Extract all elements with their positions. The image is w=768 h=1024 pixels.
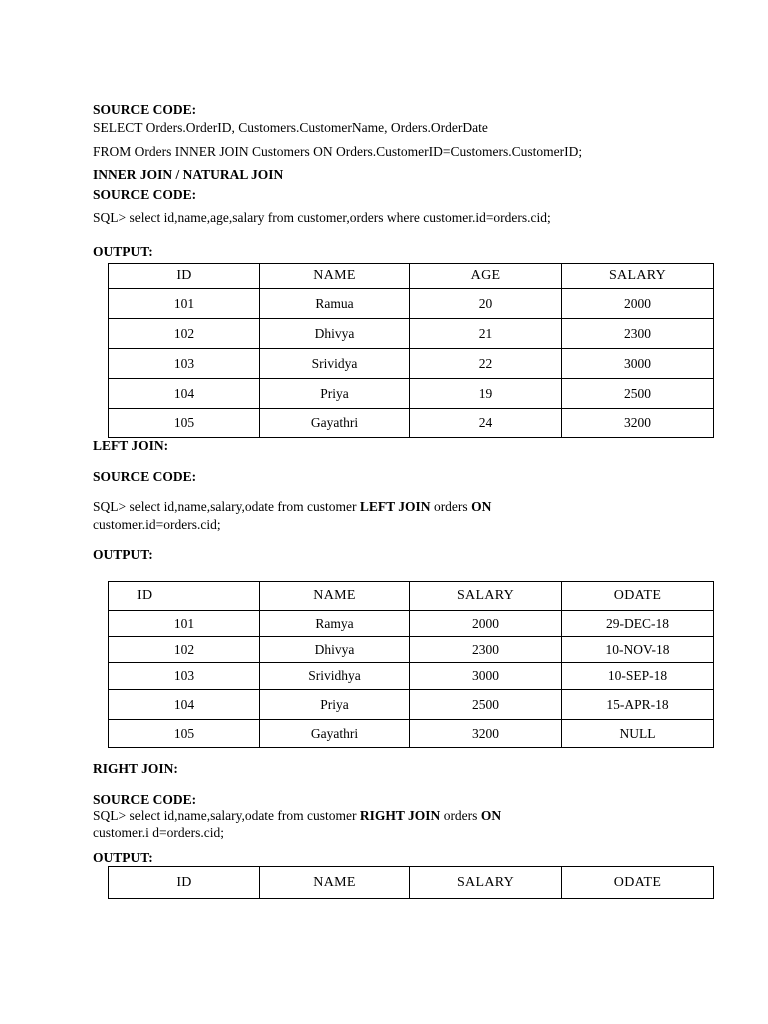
table-row [109, 379, 714, 409]
table-row [109, 690, 714, 720]
right-join-heading: RIGHT JOIN: [93, 761, 178, 776]
table-cell: 24 [410, 409, 562, 438]
column-header: NAME [260, 264, 410, 289]
table-cell: 15-APR-18 [562, 690, 714, 720]
column-header: NAME [260, 867, 410, 899]
table-cell: 3200 [410, 720, 562, 748]
table-cell: 105 [109, 720, 260, 748]
sql-keyword: LEFT JOIN [359, 499, 431, 514]
table-cell: 2300 [562, 319, 714, 349]
table-cell: 2000 [562, 289, 714, 319]
table-cell: 22 [410, 349, 562, 379]
column-header: AGE [410, 264, 562, 289]
table-row [109, 637, 714, 663]
table-cell: 103 [109, 349, 260, 379]
right-source-code-heading: SOURCE CODE: [93, 792, 197, 807]
right-join-sql [93, 808, 501, 824]
sql-select-line: SELECT Orders.OrderID, Customers.CustomerName, Orders.OrderDate [93, 120, 488, 135]
table-cell: 29-DEC-18 [562, 611, 714, 637]
table-row [109, 611, 714, 637]
column-header: SALARY [562, 264, 714, 289]
column-header: SALARY [410, 582, 562, 611]
table-row [109, 349, 714, 379]
table-cell: 2300 [410, 637, 562, 663]
table-row [109, 319, 714, 349]
table-cell: Ramua [260, 289, 410, 319]
table-cell: 3200 [562, 409, 714, 438]
inner-join-heading: INNER JOIN / NATURAL JOIN [93, 167, 284, 182]
table-cell: 103 [109, 663, 260, 690]
column-header: ID [109, 867, 260, 899]
column-header: ODATE [562, 867, 714, 899]
left-output-heading: OUTPUT: [93, 547, 153, 562]
table-row [109, 289, 714, 319]
table-row [109, 663, 714, 690]
right-join-sql-line2: customer.i d=orders.cid; [93, 825, 224, 840]
table-cell: Gayathri [260, 720, 410, 748]
table-cell: Dhivya [260, 637, 410, 663]
source-code-heading: SOURCE CODE: [93, 102, 197, 117]
column-header: SALARY [410, 867, 562, 899]
table-cell: 102 [109, 319, 260, 349]
table-cell: 104 [109, 690, 260, 720]
table-cell: 2500 [410, 690, 562, 720]
inner-join-output-table [108, 263, 714, 438]
column-header: ODATE [562, 582, 714, 611]
table-cell: 101 [109, 289, 260, 319]
sql-text: orders [440, 808, 481, 823]
table-header-row [109, 264, 714, 289]
left-join-output-table [108, 581, 714, 748]
table-row [109, 409, 714, 438]
table-cell: 2500 [562, 379, 714, 409]
inner-join-sql: SQL> select id,name,age,salary from customer,orders where customer.id=orders.cid; [93, 210, 551, 225]
table-row [109, 720, 714, 748]
table-cell: Srividya [260, 349, 410, 379]
sql-keyword: ON [480, 808, 502, 823]
inner-output-heading: OUTPUT: [93, 244, 153, 259]
table-cell: 2000 [410, 611, 562, 637]
table-cell: 10-SEP-18 [562, 663, 714, 690]
right-output-heading: OUTPUT: [93, 850, 153, 865]
table-cell: 10-NOV-18 [562, 637, 714, 663]
table-cell: 21 [410, 319, 562, 349]
table-cell: Priya [260, 379, 410, 409]
sql-text: orders [430, 499, 472, 514]
table-cell: Srividhya [260, 663, 410, 690]
table-cell: 105 [109, 409, 260, 438]
table-cell: 102 [109, 637, 260, 663]
sql-from-line: FROM Orders INNER JOIN Customers ON Orders.CustomerID=Customers.CustomerID; [93, 144, 583, 159]
left-source-code-heading: SOURCE CODE: [93, 469, 197, 484]
table-cell: Gayathri [260, 409, 410, 438]
column-header: ID [109, 264, 260, 289]
sql-keyword: ON [471, 499, 492, 514]
table-header-row [109, 582, 714, 611]
table-cell: 3000 [562, 349, 714, 379]
table-cell: 101 [109, 611, 260, 637]
table-cell: Priya [260, 690, 410, 720]
left-join-heading: LEFT JOIN: [93, 438, 169, 453]
sql-keyword: RIGHT JOIN [359, 808, 441, 823]
column-header: ID [109, 582, 260, 611]
table-cell: 3000 [410, 663, 562, 690]
right-join-output-table [108, 866, 714, 899]
table-cell: 19 [410, 379, 562, 409]
sql-text: SQL> select id,name,salary,odate from customer [93, 499, 360, 514]
table-cell: 104 [109, 379, 260, 409]
table-header-row [109, 867, 714, 899]
table-cell: Dhivya [260, 319, 410, 349]
inner-source-code-heading: SOURCE CODE: [93, 187, 197, 202]
left-join-sql-line2: customer.id=orders.cid; [93, 517, 221, 532]
sql-text: SQL> select id,name,salary,odate from customer [93, 808, 360, 823]
left-join-sql [93, 499, 491, 515]
table-cell: NULL [562, 720, 714, 748]
column-header: NAME [260, 582, 410, 611]
table-cell: Ramya [260, 611, 410, 637]
table-cell: 20 [410, 289, 562, 319]
